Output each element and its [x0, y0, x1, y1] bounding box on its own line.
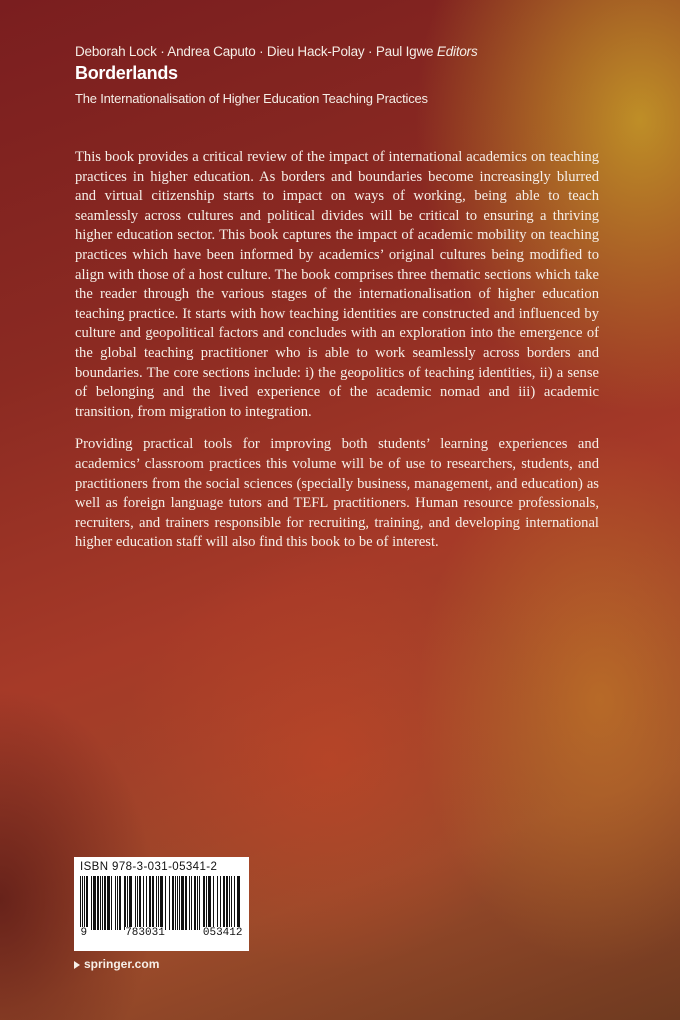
barcode-bar — [172, 876, 174, 930]
barcode-bar — [91, 876, 92, 930]
barcode-bar — [220, 876, 221, 930]
barcode-bar — [177, 876, 178, 930]
publisher-url: springer.com — [84, 957, 160, 971]
isbn-label: ISBN 978-3-031-05341-2 — [80, 861, 218, 873]
barcode-bar — [234, 876, 235, 930]
barcode-bar — [124, 876, 126, 930]
barcode-bar — [156, 876, 157, 930]
barcode-digit-group: 783031 — [125, 927, 165, 939]
barcode-bar — [93, 876, 96, 930]
barcode-bar — [129, 876, 132, 930]
barcode-bar — [179, 876, 180, 930]
barcode-bar — [137, 876, 138, 930]
barcode-digit-group: 9 — [80, 927, 88, 939]
barcode-bar — [80, 876, 81, 930]
barcode-bar — [104, 876, 106, 930]
barcode-bar — [100, 876, 101, 930]
barcode-bar — [213, 876, 214, 930]
barcode-bar — [165, 876, 166, 930]
barcode-bar — [175, 876, 176, 930]
barcode-bar — [223, 876, 225, 930]
barcode-bar — [146, 876, 147, 930]
barcode-digit-group: 053412 — [202, 927, 243, 939]
barcode-bar — [160, 876, 163, 930]
barcode-bar — [115, 876, 116, 930]
barcode-bar — [127, 876, 128, 930]
barcode-bar — [237, 876, 240, 930]
barcode-bar — [185, 876, 187, 930]
barcode-bar — [217, 876, 218, 930]
barcode-bar — [152, 876, 154, 930]
barcode-bar — [226, 876, 228, 930]
barcode-bar — [189, 876, 190, 930]
barcode-bar — [149, 876, 151, 930]
barcode-bar — [229, 876, 230, 930]
barcode-bar — [117, 876, 118, 930]
blurb-paragraph-2: Providing practical tools for improving both students’ learning experiences and academics’ classroom practices this volume will be of use to researchers, students, and practitioners from the social sciences (specially business, management, and education) as well as foreign language tutors and TEFL practitioners. Human resource professionals, recruiters, and trainers responsible for recruiting, training, and developing international higher education staff will also find this book to be of interest. — [75, 436, 599, 551]
barcode-bar — [158, 876, 159, 930]
header — [75, 44, 635, 106]
barcode-bar — [111, 876, 112, 930]
isbn-barcode — [74, 857, 249, 951]
barcode-bar — [208, 876, 211, 930]
triangle-right-icon — [74, 961, 80, 969]
barcode-bar — [181, 876, 184, 930]
book-title: Borderlands — [75, 63, 178, 83]
editors-names: Deborah Lock · Andrea Caputo · Dieu Hack-Polay · Paul Igwe — [75, 44, 434, 59]
blurb — [75, 148, 599, 566]
barcode-bar — [119, 876, 121, 930]
barcode-bar — [107, 876, 110, 930]
barcode-bar — [203, 876, 205, 930]
barcode-bar — [169, 876, 170, 930]
publisher-link[interactable] — [74, 957, 159, 971]
barcode-bar — [82, 876, 83, 930]
barcode-bar — [143, 876, 144, 930]
barcode-bar — [199, 876, 200, 930]
barcode-bar — [197, 876, 198, 930]
book-subtitle: The Internationalisation of Higher Education Teaching Practices — [75, 91, 428, 106]
barcode-bar — [102, 876, 103, 930]
barcode-bar — [194, 876, 196, 930]
blurb-paragraph-1: This book provides a critical review of the impact of international academics on teaching practices in higher education. As borders and boundaries become increasingly blurred and virtual citizenship starts to impact on ways of working, being able to teach seamlessly across cultures and political divides will be critical to ensuring a thriving higher education sector. This book captures the impact of academic mobility on teaching practices which have been informed by academics’ original cultures being modified to align with those of a host culture. The book comprises three thematic sections which take the reader through the various stages of the internationalisation of higher education teaching practice. It starts with how teaching identities are constructed and influenced by culture and geopolitical factors and concludes with an exploration into the emergence of the global teaching practitioner who is able to work seamlessly across borders and boundaries. The core sections include: i) the geopolitics of teaching identities, ii) a sense of belonging and the lived experience of the academic nomad and iii) academic transition, from migration to integration. — [75, 149, 599, 420]
editors-role: Editors — [436, 44, 478, 59]
barcode-bar — [139, 876, 141, 930]
editors-line — [75, 44, 635, 59]
barcode-bar — [191, 876, 192, 930]
barcode-bar — [86, 876, 88, 930]
barcode-bar — [84, 876, 85, 930]
barcode-bar — [97, 876, 99, 930]
barcode-bar — [135, 876, 136, 930]
barcode-bar — [231, 876, 232, 930]
barcode-bar — [206, 876, 207, 930]
